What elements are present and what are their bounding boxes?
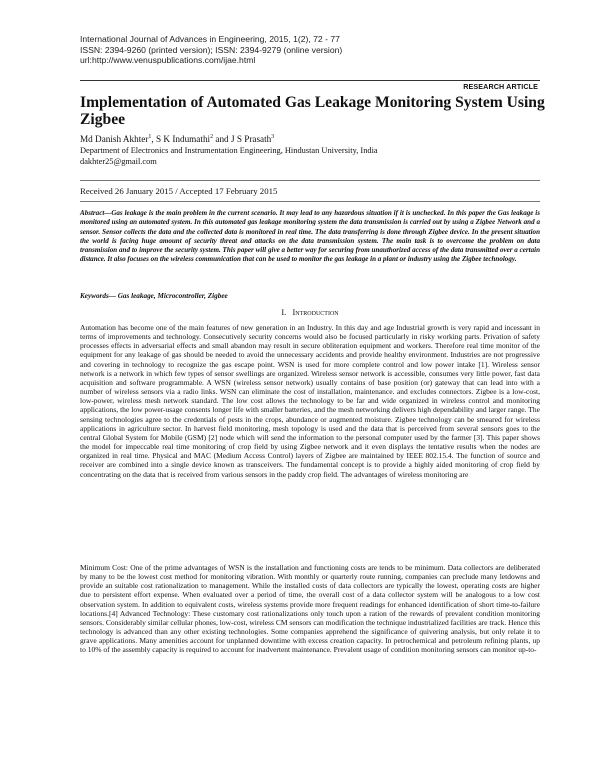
affiliation-marker: 1 <box>148 134 152 140</box>
affiliation-marker: 2 <box>210 134 214 140</box>
received-bottom-divider <box>80 201 540 202</box>
author-name: J S Prasath <box>230 134 272 145</box>
author-list <box>80 132 540 145</box>
affiliation-marker: 3 <box>271 134 275 140</box>
body-paragraph: Minimum Cost: One of the prime advantages of WSN is the installation and functioning costs are tends to be minimum. Data collectors are deliberated by many to be the lowest cost method for monitoring vibration. With monthly or quarterly route running, companies can preclude many letdowns and provide an suitable cost rationalization to management. While the installed costs of data collectors are typically the lowest, operating costs are higher due to persistent effort expense. When evaluated over a period of time, the overall cost of a data collector system will be analogous to a low cost observation system. In addition to equivalent costs, wireless systems provide more frequent readings for enhanced identification of short time-to-failure locations.[4] Advanced Technology: These customary cost rationalizations only touch upon a ration of the rewards of prevalent condition monitoring sensors. Considerably similar cellular phones, low-cost, wireless CM sensors can modification the technique industrialized facilities are track. Hence this technology is advanced than any other existing technologies. Some companies apprehend the significance of quivering analysis, but only relate it to grave applications. Many amenities account for unplanned downtime with excess creation capacity. In petrochemical and petroleum refining plants, up to 10% of the assembly capacity is required to account for inadvertent maintenance. Prevalent usage of condition monitoring sensors can monitor up-to- <box>80 563 540 655</box>
author-separator: and <box>213 134 231 145</box>
section-heading <box>80 308 540 318</box>
body-paragraph: Automation has become one of the main features of new generation in an Industry. In this day and age Industrial growth is very rapid and incessant in terms of improvements and technology. Consecutively security concerns would also be focused particularly in risky working parts. Privation of safety processes effects in adversarial effects and small abandon may result in secure obliteration equipment and workers. Therefore real time monitor of the equipment for any leakage of gas should be needed to avoid the unnecessary accidents and provide healthy environment. Industries are not progressive and covering in technology to recognize the gas escape point. WSN is used for more complete control and low power intake [1]. Wireless sensor network is a network in which few types of sensor swellings are organized. Wireless sensor network is accessible, consumes very little power, fast data acquisition and software programmable. A WSN (wireless sensor network) usually contains of base position (or) gateway that can lead into with a number of wireless sensors via a radio links. WSN can eliminate the cost of installation, maintenance. and excludes connectors. Zigbee is a low-cost, low-power, wireless mesh network standard. The low cost allows the technology to be far and wide organized in wireless control and monitoring applications, the low power-usage consents longer life with smaller batteries, and the mesh networking delivers high dependability and larger range. The sensing technologies agree to the credentials of pests in the crops, abundance or augmented moisture. Zigbee technology can be smeared for wireless applications in agriculture sector. In harvest field monitoring, mesh topology is used and the data that is perceived from several sensors goes to the central Global System for Mobile (GSM) [2] node which will send the information to the personal computer used by the farmer [3]. This paper shows the model for impeccable real time monitoring of crop field by using Zigbee network and it even displays the tentative results when the nodes are organized in real time. Physical and MAC (Medium Access Control) layers of Zigbee are maintained by IEEE 802.15.4. The function of source and receiver are combined into a single device known as transceivers. The fundamental concept is to provide a highly aided monitoring of crop field by concentrating on the data that is received from various sensors in the paddy crop field. The advantages of wireless monitoring are <box>80 323 540 479</box>
affiliation: Department of Electronics and Instrumentation Engineering, Hindustan University, India <box>80 146 378 155</box>
author-name: Md Danish Akhter <box>80 134 149 145</box>
journal-citation: International Journal of Advances in Engineering, 2015, 1(2), 72 - 77 <box>80 34 340 44</box>
keywords: Keywords— Gas leakage, Microcontroller, Zigbee <box>80 292 228 300</box>
section-title: Introduction <box>292 308 339 317</box>
article-type-label: RESEARCH ARTICLE <box>463 82 538 91</box>
author-email: dakhter25@gmail.com <box>80 156 157 166</box>
abstract: Abstract—Gas leakage is the main problem in the current scenario. It may lead to any hazardous situation if it is unchecked. In this paper the Gas leakage is monitored using an automated system. In this automated gas leakage monitoring system the data transmission is carried out by using a Zigbee Network and a sensor. Sensor collects the data and the collected data is monitored in real time. The data transferring is done through Zigbee device. In the present situation the world is facing huge amount of security threat and attacks on the data transmission system. The main task is to overcome the problem on data transmission and to improve the security system. This paper will give a better way for securing from unauthorized access of the data transmitted over a certain distance. It also focuses on the wireless communication that can be used to monitor the gas leakage in a plant or industry using the Zigbee technology. <box>80 209 540 264</box>
header-divider <box>80 80 540 81</box>
journal-header <box>80 34 540 66</box>
paper-title: Implementation of Automated Gas Leakage Monitoring System Using Zigbee <box>80 94 545 128</box>
author-separator: , <box>151 134 156 145</box>
journal-issn: ISSN: 2394-9260 (printed version); ISSN: 2394-9279 (online version) <box>80 44 343 55</box>
affiliation-block <box>80 146 540 168</box>
author-name: S K Indumathi <box>155 134 211 145</box>
section-number: I. <box>281 308 287 317</box>
received-dates: Received 26 January 2015 / Accepted 17 February 2015 <box>80 186 278 196</box>
received-top-divider <box>80 180 540 181</box>
journal-url: url:http://www.venuspublications.com/ijae.html <box>80 55 256 66</box>
